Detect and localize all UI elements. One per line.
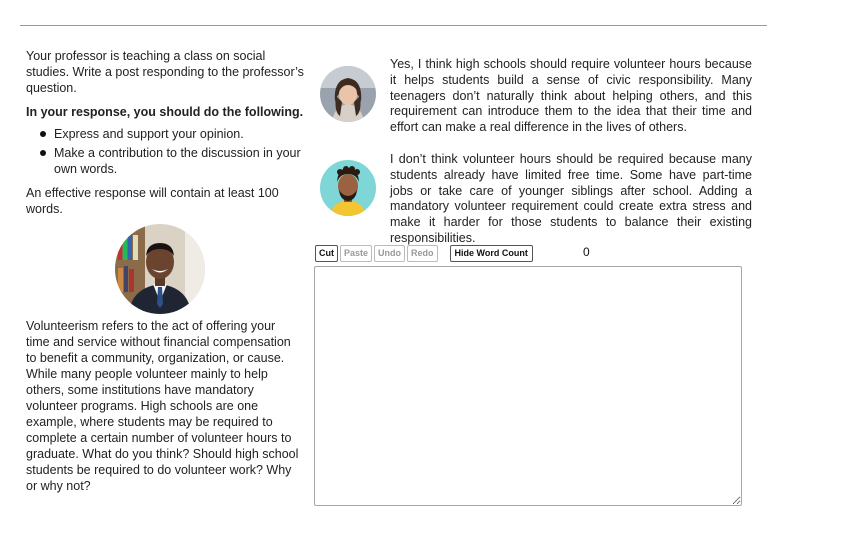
instruction-list: [26, 126, 304, 177]
top-divider: [20, 25, 767, 26]
task-instructions: [26, 48, 304, 217]
length-note: An effective response will contain at least 100 words.: [26, 186, 279, 216]
list-item: [26, 126, 304, 142]
paste-button[interactable]: Paste: [340, 245, 372, 262]
bullet-icon: [40, 131, 46, 137]
hide-word-count-button[interactable]: Hide Word Count: [450, 245, 533, 262]
professor-question: Volunteerism refers to the act of offering your time and service without financial compensation to benefit a community, organization, or cause. While many people volunteer mainly to help others, some institutions have mandatory volunteer programs. High schools are one example, where students may be required to complete a certain number of volunteer hours to graduate. What do you think? Should high school students be required to do volunteer work? Why or why not?: [26, 319, 299, 493]
bullet-icon: [40, 150, 46, 156]
bullet-text: Express and support your opinion.: [54, 127, 244, 141]
cut-button[interactable]: Cut: [315, 245, 338, 262]
prompt-intro: Your professor is teaching a class on social studies. Write a post responding to the professor’s question.: [26, 49, 304, 95]
list-item: [26, 145, 304, 177]
response-textarea[interactable]: [314, 266, 742, 506]
student-two-portrait-icon: [320, 160, 376, 216]
undo-button[interactable]: Undo: [374, 245, 405, 262]
redo-button[interactable]: Redo: [407, 245, 438, 262]
editor-toolbar: [315, 243, 535, 263]
bullet-text: Make a contribution to the discussion in your own words.: [54, 146, 301, 176]
student-one-portrait-icon: [320, 66, 376, 122]
student-one-post: Yes, I think high schools should require volunteer hours because it helps students build a sense of civic responsibility. Many teenagers don’t naturally think about helping others, and this requirement can introduce them to the idea that their time and effort can make a real difference in the lives of others.: [390, 57, 752, 135]
professor-portrait-icon: [115, 224, 205, 314]
word-count: 0: [583, 245, 590, 259]
student-two-post: I don’t think volunteer hours should be required because many students already have limited free time. Some have part-time jobs or take care of younger siblings after school. Adding a mandatory volunteer requirement could create extra stress and make it harder for those students to balance their existing responsibilities.: [390, 152, 752, 245]
instruction-heading: In your response, you should do the following.: [26, 105, 304, 119]
